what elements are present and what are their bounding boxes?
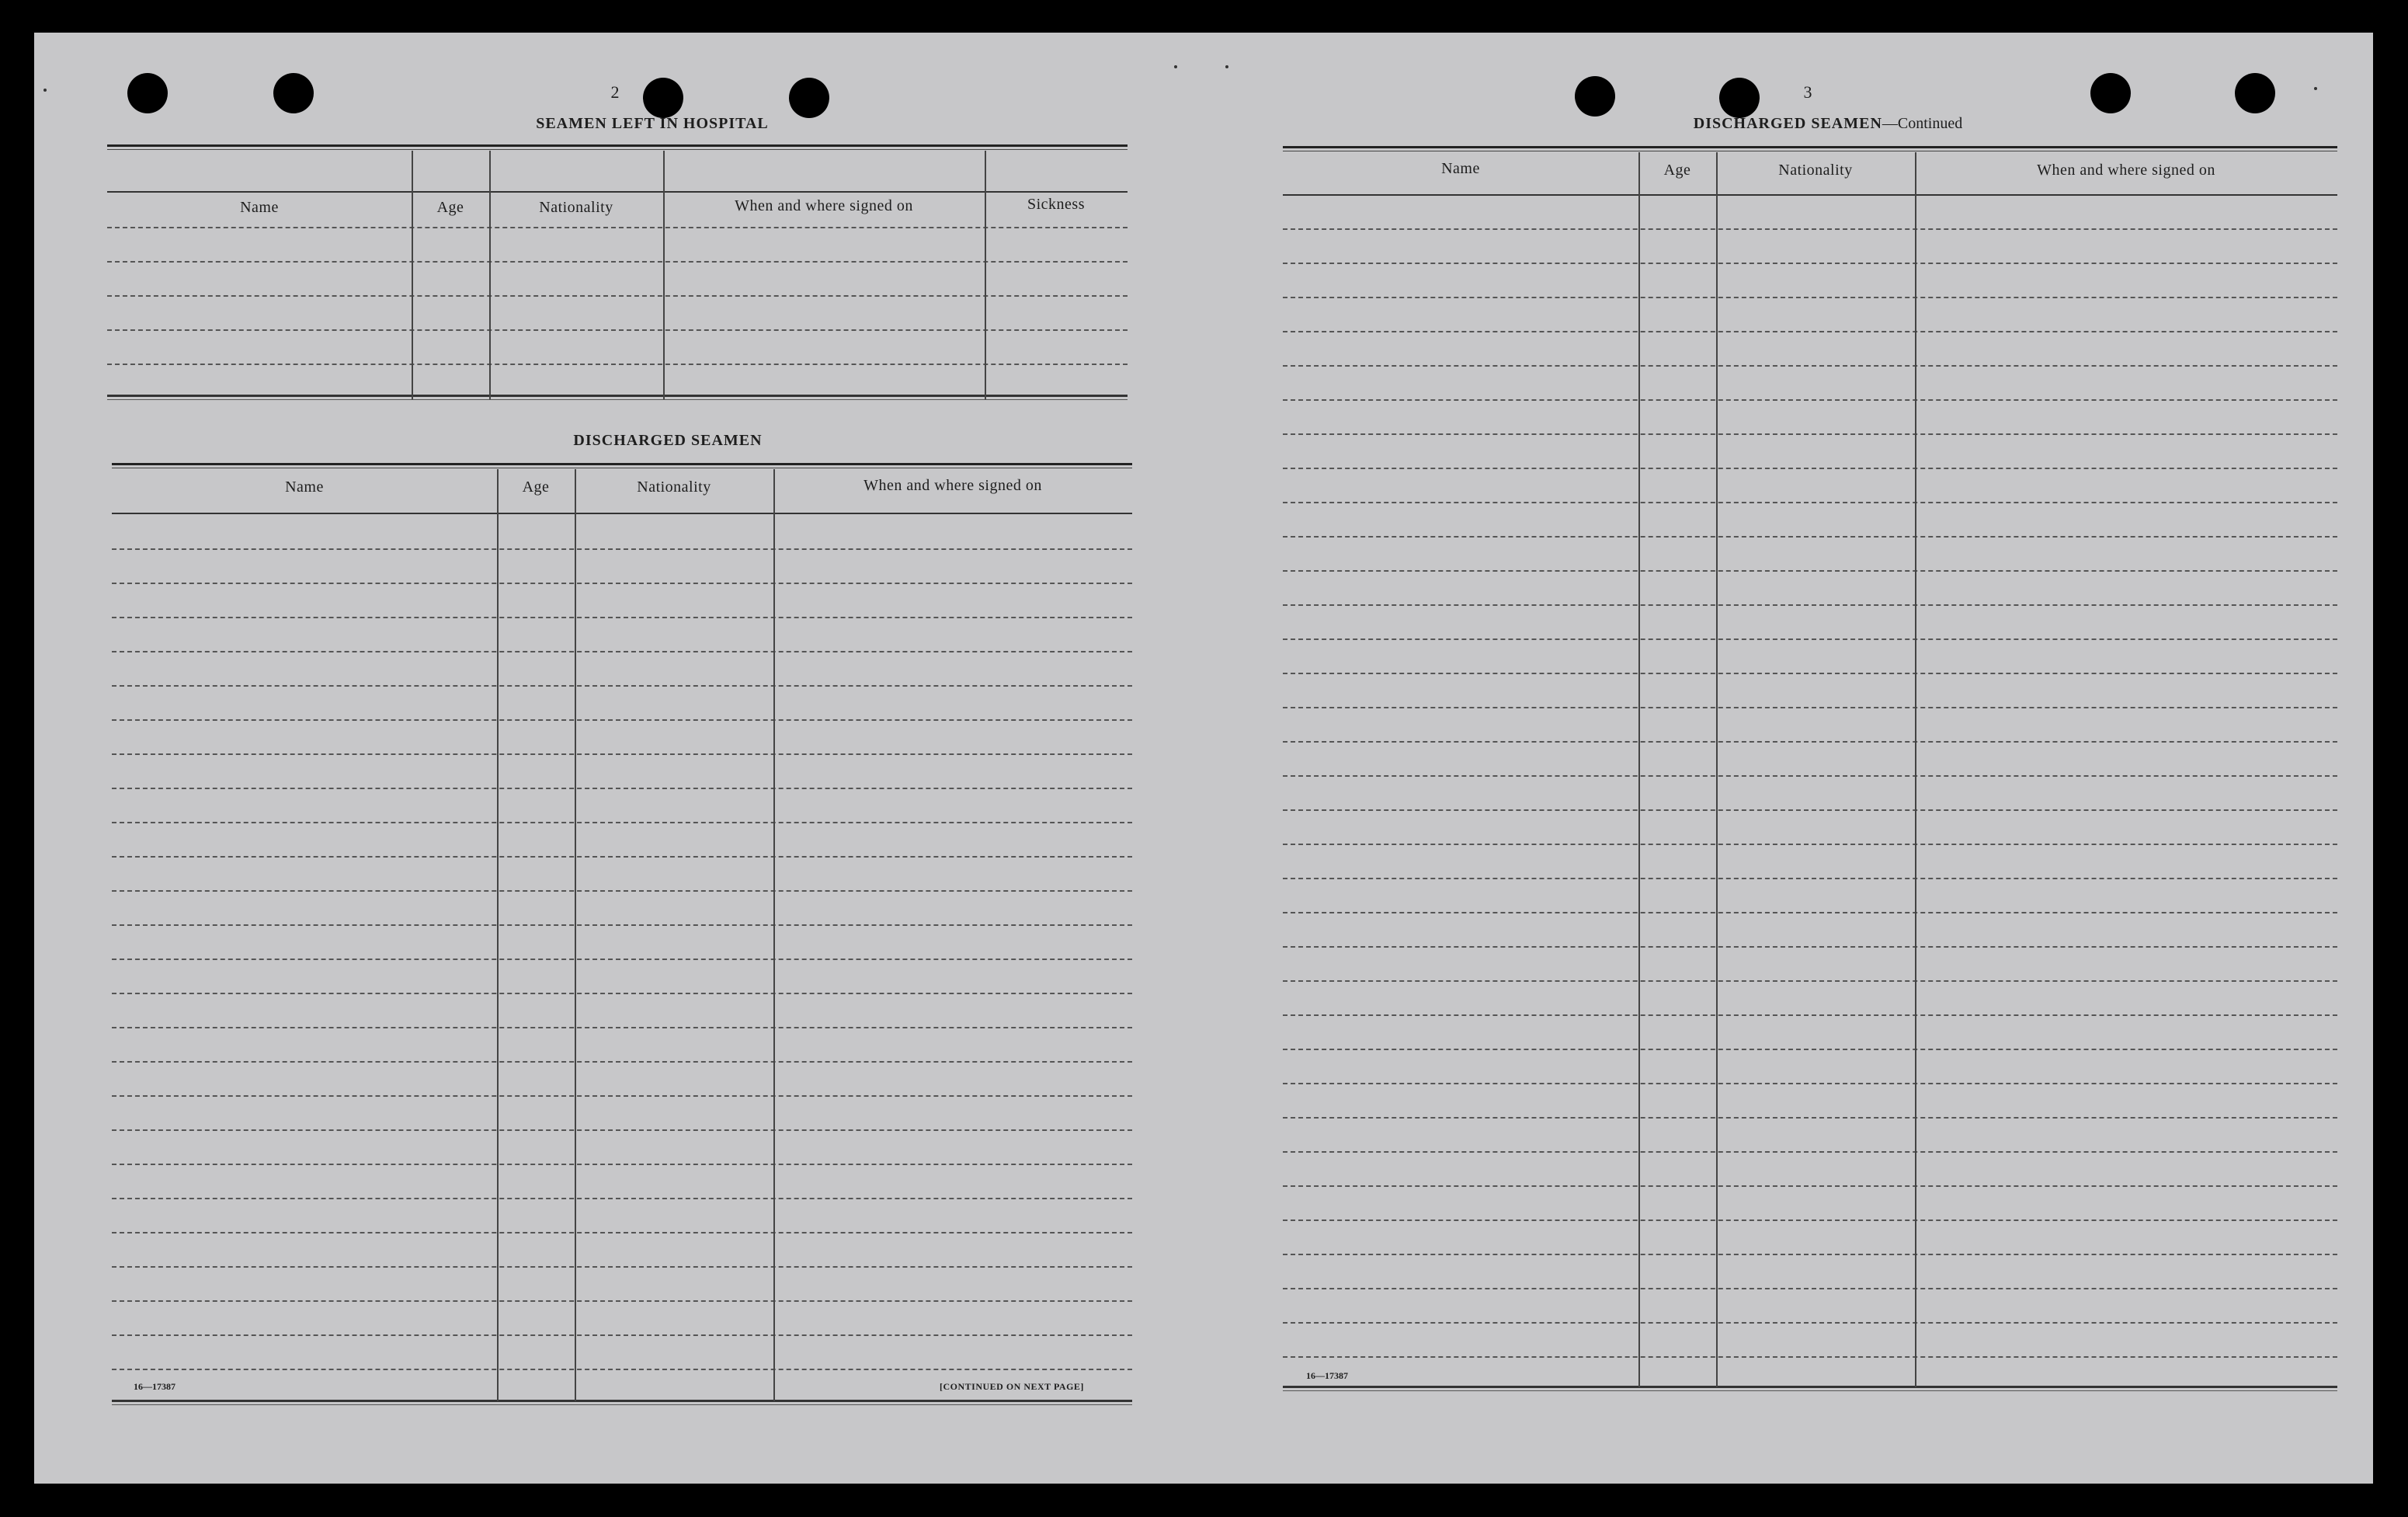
page-number-right: 3 [1803, 82, 1812, 102]
page-number-left: 2 [610, 82, 620, 102]
column-header-sickness: Sickness [1027, 196, 1085, 213]
column-header-name: Name [285, 478, 324, 496]
form-code-left: 16—17387 [134, 1381, 175, 1392]
punch-hole [1719, 78, 1760, 118]
punch-hole [1575, 76, 1615, 117]
speck [2314, 87, 2317, 90]
column-header-signed-on: When and where signed on [735, 197, 913, 214]
discharged-continued-table [1283, 146, 2337, 1404]
column-header-age: Age [436, 199, 464, 216]
speck [1225, 65, 1228, 68]
discharged-continued-title [1579, 115, 2076, 133]
punch-hole [273, 73, 314, 113]
continued-note: [CONTINUED ON NEXT PAGE] [940, 1381, 1084, 1392]
column-header-name: Name [240, 199, 279, 216]
column-header-name: Name [1441, 160, 1480, 177]
form-code-right: 16—17387 [1306, 1370, 1348, 1381]
title-suffix: —Continued [1882, 115, 1963, 132]
punch-hole [643, 78, 683, 118]
punch-hole [2235, 73, 2275, 113]
discharged-section-title: DISCHARGED SEAMEN [573, 432, 763, 449]
punch-hole [789, 78, 829, 118]
column-header-nationality: Nationality [1778, 162, 1853, 179]
document-sheet [34, 33, 2373, 1484]
column-header-signed-on: When and where signed on [2037, 162, 2215, 179]
hospital-section-title: SEAMEN LEFT IN HOSPITAL [536, 115, 769, 132]
column-header-age: Age [1663, 162, 1691, 179]
column-header-signed-on: When and where signed on [863, 477, 1042, 494]
title-main: DISCHARGED SEAMEN [1693, 115, 1882, 132]
speck [1174, 65, 1177, 68]
punch-hole [2090, 73, 2131, 113]
column-header-age: Age [522, 478, 550, 496]
column-header-nationality: Nationality [637, 478, 711, 496]
column-header-nationality: Nationality [539, 199, 613, 216]
discharged-table [112, 463, 1132, 1426]
speck [43, 89, 47, 92]
punch-hole [127, 73, 168, 113]
hospital-table [107, 144, 1128, 447]
